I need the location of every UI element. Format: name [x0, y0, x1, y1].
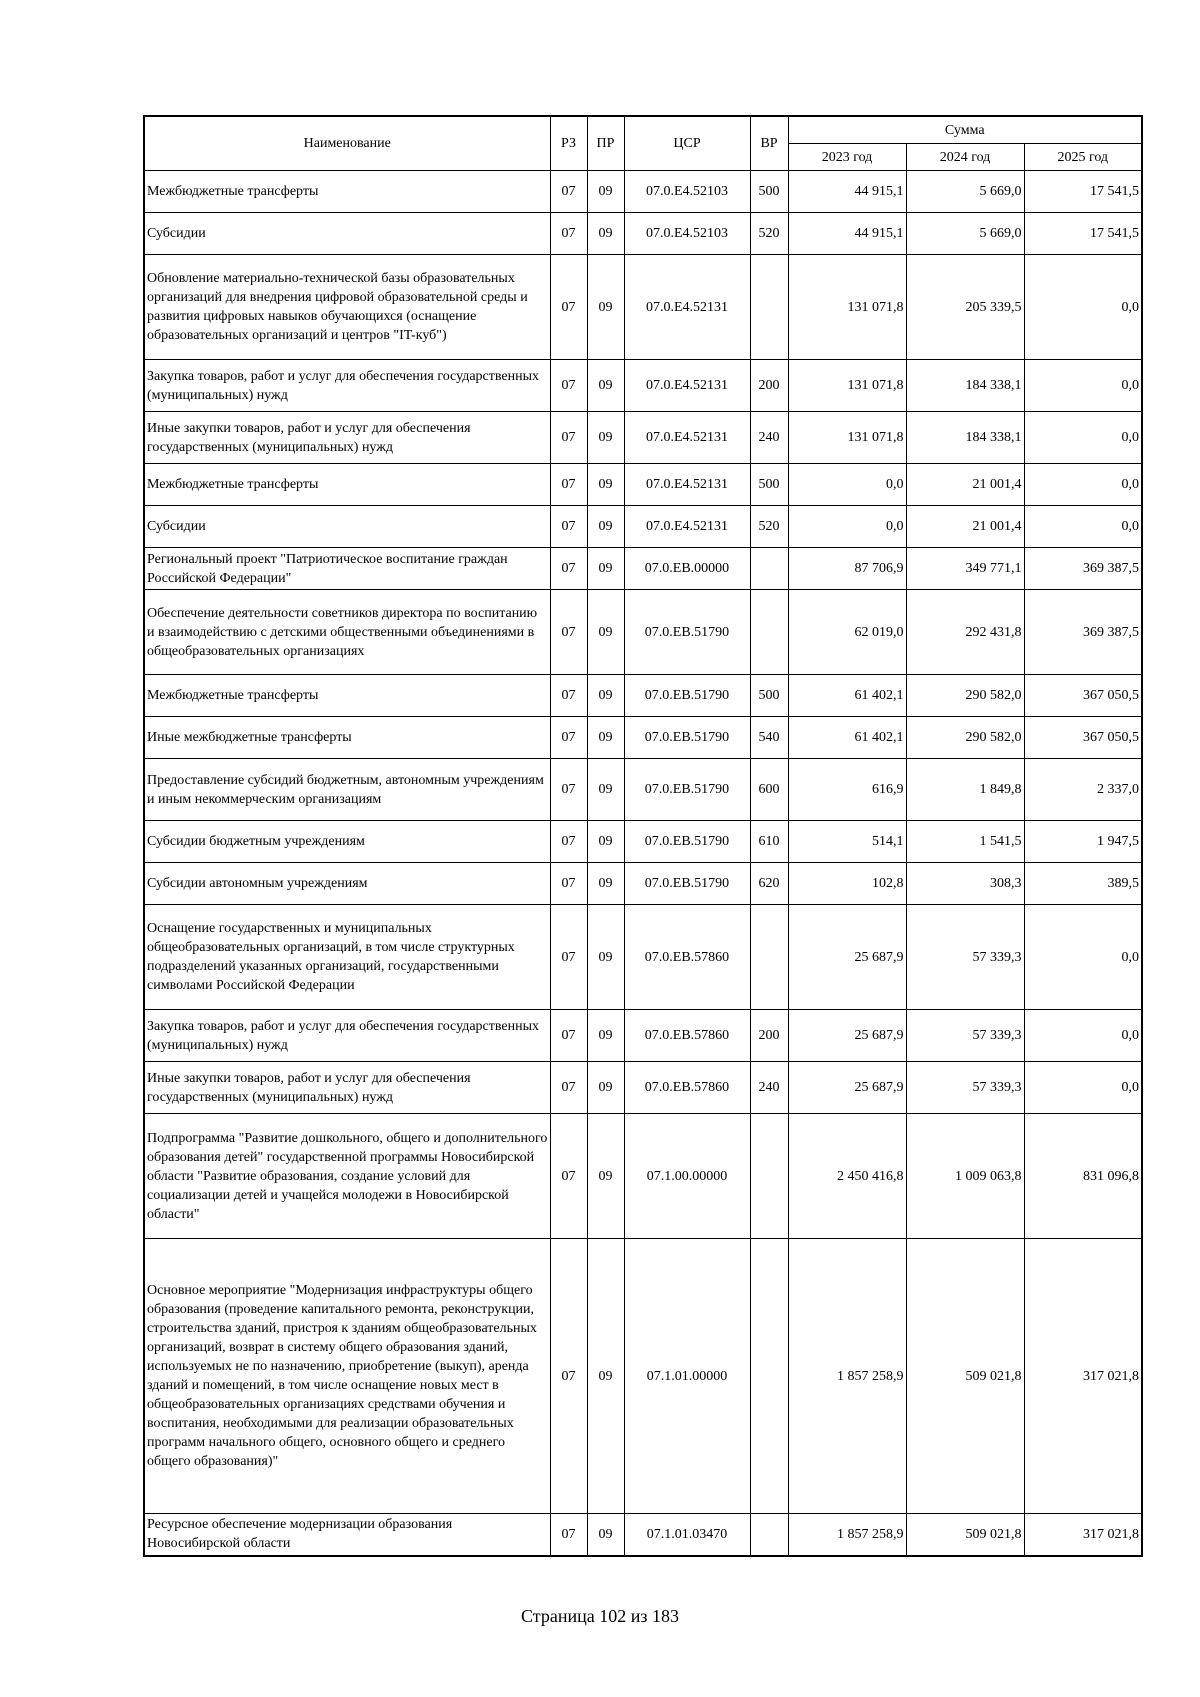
header-name: Наименование — [144, 116, 550, 171]
cell-csr: 07.0.EB.51790 — [624, 759, 750, 821]
cell-csr: 07.0.EB.00000 — [624, 548, 750, 590]
cell-amount-2023: 2 450 416,8 — [788, 1114, 906, 1239]
cell-name: Обеспечение деятельности советников директора по воспитанию и взаимодействию с детскими общественными объединениями в общеобразовательных организациях — [144, 590, 550, 675]
header-csr: ЦСР — [624, 116, 750, 171]
cell-amount-2023: 131 071,8 — [788, 360, 906, 412]
cell-csr: 07.0.E4.52131 — [624, 464, 750, 506]
header-vr: ВР — [750, 116, 788, 171]
cell-amount-2023: 0,0 — [788, 506, 906, 548]
cell-vr: 500 — [750, 171, 788, 213]
cell-vr: 200 — [750, 1010, 788, 1062]
cell-pr: 09 — [587, 863, 624, 905]
cell-amount-2024: 290 582,0 — [906, 675, 1024, 717]
cell-amount-2025: 1 947,5 — [1024, 821, 1142, 863]
cell-rz: 07 — [550, 759, 587, 821]
cell-amount-2024: 184 338,1 — [906, 412, 1024, 464]
cell-pr: 09 — [587, 675, 624, 717]
cell-amount-2023: 131 071,8 — [788, 412, 906, 464]
table-row — [144, 1114, 1142, 1239]
cell-pr: 09 — [587, 590, 624, 675]
cell-rz: 07 — [550, 1514, 587, 1556]
cell-amount-2025: 369 387,5 — [1024, 590, 1142, 675]
cell-amount-2023: 25 687,9 — [788, 1010, 906, 1062]
cell-amount-2025: 389,5 — [1024, 863, 1142, 905]
cell-amount-2023: 131 071,8 — [788, 255, 906, 360]
cell-name: Региональный проект "Патриотическое воспитание граждан Российской Федерации" — [144, 548, 550, 590]
cell-csr: 07.0.EB.51790 — [624, 821, 750, 863]
cell-amount-2023: 44 915,1 — [788, 171, 906, 213]
cell-name: Межбюджетные трансферты — [144, 675, 550, 717]
cell-pr: 09 — [587, 360, 624, 412]
cell-csr: 07.0.EB.51790 — [624, 675, 750, 717]
table-row — [144, 255, 1142, 360]
cell-csr: 07.0.E4.52131 — [624, 412, 750, 464]
cell-amount-2024: 57 339,3 — [906, 1010, 1024, 1062]
cell-amount-2025: 0,0 — [1024, 1062, 1142, 1114]
header-year-2023: 2023 год — [788, 144, 906, 171]
cell-amount-2025: 0,0 — [1024, 905, 1142, 1010]
cell-amount-2023: 87 706,9 — [788, 548, 906, 590]
cell-rz: 07 — [550, 360, 587, 412]
header-year-2024: 2024 год — [906, 144, 1024, 171]
cell-rz: 07 — [550, 717, 587, 759]
cell-name: Подпрограмма "Развитие дошкольного, общего и дополнительного образования детей" государственной программы Новосибирской области "Развитие образования, создание условий для социализации детей и учащейся молодежи в Новосибирской области" — [144, 1114, 550, 1239]
cell-amount-2023: 25 687,9 — [788, 905, 906, 1010]
cell-csr: 07.0.E4.52131 — [624, 506, 750, 548]
cell-pr: 09 — [587, 759, 624, 821]
table-row — [144, 1239, 1142, 1514]
cell-name: Субсидии — [144, 506, 550, 548]
cell-amount-2023: 1 857 258,9 — [788, 1514, 906, 1556]
table-row — [144, 360, 1142, 412]
cell-vr — [750, 590, 788, 675]
cell-amount-2024: 21 001,4 — [906, 464, 1024, 506]
cell-amount-2024: 57 339,3 — [906, 1062, 1024, 1114]
cell-pr: 09 — [587, 717, 624, 759]
table-row — [144, 213, 1142, 255]
cell-amount-2024: 509 021,8 — [906, 1239, 1024, 1514]
table-row — [144, 1010, 1142, 1062]
cell-amount-2024: 5 669,0 — [906, 171, 1024, 213]
cell-vr — [750, 905, 788, 1010]
cell-rz: 07 — [550, 213, 587, 255]
header-year-2025: 2025 год — [1024, 144, 1142, 171]
cell-rz: 07 — [550, 590, 587, 675]
cell-vr: 620 — [750, 863, 788, 905]
cell-pr: 09 — [587, 171, 624, 213]
cell-vr: 240 — [750, 1062, 788, 1114]
cell-amount-2025: 0,0 — [1024, 1010, 1142, 1062]
cell-name: Межбюджетные трансферты — [144, 464, 550, 506]
table-row — [144, 717, 1142, 759]
cell-name: Иные закупки товаров, работ и услуг для обеспечения государственных (муниципальных) нужд — [144, 1062, 550, 1114]
cell-pr: 09 — [587, 1062, 624, 1114]
cell-amount-2025: 17 541,5 — [1024, 213, 1142, 255]
table-row — [144, 506, 1142, 548]
budget-table — [143, 115, 1143, 1557]
cell-name: Закупка товаров, работ и услуг для обеспечения государственных (муниципальных) нужд — [144, 1010, 550, 1062]
cell-amount-2025: 17 541,5 — [1024, 171, 1142, 213]
cell-amount-2025: 0,0 — [1024, 464, 1142, 506]
cell-vr: 610 — [750, 821, 788, 863]
cell-amount-2023: 25 687,9 — [788, 1062, 906, 1114]
cell-vr — [750, 1514, 788, 1556]
table-row — [144, 821, 1142, 863]
cell-pr: 09 — [587, 905, 624, 1010]
cell-amount-2025: 367 050,5 — [1024, 717, 1142, 759]
cell-name: Закупка товаров, работ и услуг для обеспечения государственных (муниципальных) нужд — [144, 360, 550, 412]
table-row — [144, 548, 1142, 590]
cell-pr: 09 — [587, 1010, 624, 1062]
cell-amount-2023: 44 915,1 — [788, 213, 906, 255]
cell-amount-2024: 1 849,8 — [906, 759, 1024, 821]
cell-vr: 540 — [750, 717, 788, 759]
cell-amount-2025: 0,0 — [1024, 360, 1142, 412]
cell-amount-2025: 367 050,5 — [1024, 675, 1142, 717]
header-sum: Сумма — [788, 116, 1142, 144]
cell-amount-2023: 102,8 — [788, 863, 906, 905]
cell-pr: 09 — [587, 255, 624, 360]
cell-name: Иные межбюджетные трансферты — [144, 717, 550, 759]
table-row — [144, 590, 1142, 675]
cell-pr: 09 — [587, 464, 624, 506]
table-row — [144, 1062, 1142, 1114]
cell-vr: 520 — [750, 213, 788, 255]
cell-amount-2024: 1 541,5 — [906, 821, 1024, 863]
cell-csr: 07.0.E4.52131 — [624, 360, 750, 412]
cell-rz: 07 — [550, 171, 587, 213]
cell-amount-2023: 514,1 — [788, 821, 906, 863]
cell-amount-2024: 349 771,1 — [906, 548, 1024, 590]
cell-amount-2024: 57 339,3 — [906, 905, 1024, 1010]
cell-amount-2024: 5 669,0 — [906, 213, 1024, 255]
cell-csr: 07.0.EB.57860 — [624, 905, 750, 1010]
cell-rz: 07 — [550, 863, 587, 905]
table-row — [144, 464, 1142, 506]
cell-csr: 07.0.EB.51790 — [624, 590, 750, 675]
table-header — [144, 116, 1142, 171]
table-row — [144, 759, 1142, 821]
cell-csr: 07.1.01.00000 — [624, 1239, 750, 1514]
cell-pr: 09 — [587, 821, 624, 863]
cell-vr: 240 — [750, 412, 788, 464]
cell-amount-2025: 317 021,8 — [1024, 1514, 1142, 1556]
cell-amount-2023: 0,0 — [788, 464, 906, 506]
cell-amount-2023: 1 857 258,9 — [788, 1239, 906, 1514]
cell-amount-2025: 2 337,0 — [1024, 759, 1142, 821]
table-row — [144, 171, 1142, 213]
cell-vr: 600 — [750, 759, 788, 821]
cell-pr: 09 — [587, 1114, 624, 1239]
header-pr: ПР — [587, 116, 624, 171]
cell-name: Обновление материально-технической базы образовательных организаций для внедрения цифровой образовательной среды и развития цифровых навыков обучающихся (оснащение образовательных организаций и центров "IT-куб") — [144, 255, 550, 360]
cell-vr: 500 — [750, 464, 788, 506]
cell-amount-2024: 1 009 063,8 — [906, 1114, 1024, 1239]
cell-vr — [750, 1114, 788, 1239]
cell-csr: 07.0.EB.51790 — [624, 863, 750, 905]
cell-amount-2024: 205 339,5 — [906, 255, 1024, 360]
cell-vr: 520 — [750, 506, 788, 548]
cell-rz: 07 — [550, 1114, 587, 1239]
table-row — [144, 1514, 1142, 1556]
page-number: Страница 102 из 183 — [521, 1606, 679, 1626]
cell-rz: 07 — [550, 506, 587, 548]
cell-csr: 07.0.E4.52131 — [624, 255, 750, 360]
cell-csr: 07.0.E4.52103 — [624, 213, 750, 255]
cell-name: Основное мероприятие "Модернизация инфраструктуры общего образования (проведение капитального ремонта, реконструкции, строительства зданий, пристроя к зданиям общеобразовательных организаций, возврат в систему общего образования зданий, используемых не по назначению, приобретение (выкуп), аренда зданий и помещений, в том числе оснащение новых мест в общеобразовательных организациях средствами обучения и воспитания, необходимыми для реализации образовательных программ начального общего, основного общего и среднего общего образования)" — [144, 1239, 550, 1514]
cell-csr: 07.0.EB.57860 — [624, 1010, 750, 1062]
cell-amount-2025: 0,0 — [1024, 412, 1142, 464]
cell-name: Иные закупки товаров, работ и услуг для обеспечения государственных (муниципальных) нужд — [144, 412, 550, 464]
cell-amount-2024: 21 001,4 — [906, 506, 1024, 548]
cell-csr: 07.0.E4.52103 — [624, 171, 750, 213]
cell-rz: 07 — [550, 548, 587, 590]
cell-amount-2025: 831 096,8 — [1024, 1114, 1142, 1239]
header-rz: РЗ — [550, 116, 587, 171]
cell-rz: 07 — [550, 1062, 587, 1114]
cell-rz: 07 — [550, 412, 587, 464]
cell-amount-2024: 290 582,0 — [906, 717, 1024, 759]
table-row — [144, 675, 1142, 717]
cell-csr: 07.0.EB.57860 — [624, 1062, 750, 1114]
cell-vr: 200 — [750, 360, 788, 412]
cell-amount-2023: 616,9 — [788, 759, 906, 821]
cell-amount-2024: 509 021,8 — [906, 1514, 1024, 1556]
cell-vr — [750, 548, 788, 590]
cell-rz: 07 — [550, 255, 587, 360]
table-row — [144, 863, 1142, 905]
table-body — [144, 171, 1142, 1556]
cell-amount-2024: 184 338,1 — [906, 360, 1024, 412]
cell-pr: 09 — [587, 1514, 624, 1556]
cell-amount-2024: 292 431,8 — [906, 590, 1024, 675]
cell-csr: 07.1.00.00000 — [624, 1114, 750, 1239]
cell-rz: 07 — [550, 905, 587, 1010]
cell-pr: 09 — [587, 213, 624, 255]
table-row — [144, 905, 1142, 1010]
cell-name: Оснащение государственных и муниципальных общеобразовательных организаций, в том числе структурных подразделений указанных организаций, государственными символами Российской Федерации — [144, 905, 550, 1010]
cell-rz: 07 — [550, 1239, 587, 1514]
cell-amount-2023: 62 019,0 — [788, 590, 906, 675]
cell-amount-2023: 61 402,1 — [788, 675, 906, 717]
cell-vr — [750, 1239, 788, 1514]
cell-rz: 07 — [550, 464, 587, 506]
cell-name: Субсидии — [144, 213, 550, 255]
cell-amount-2025: 317 021,8 — [1024, 1239, 1142, 1514]
cell-amount-2025: 0,0 — [1024, 255, 1142, 360]
cell-name: Субсидии автономным учреждениям — [144, 863, 550, 905]
cell-pr: 09 — [587, 506, 624, 548]
cell-name: Межбюджетные трансферты — [144, 171, 550, 213]
cell-amount-2025: 369 387,5 — [1024, 548, 1142, 590]
table-row — [144, 412, 1142, 464]
cell-rz: 07 — [550, 821, 587, 863]
cell-rz: 07 — [550, 675, 587, 717]
cell-name: Предоставление субсидий бюджетным, автономным учреждениям и иным некоммерческим организациям — [144, 759, 550, 821]
cell-pr: 09 — [587, 548, 624, 590]
cell-amount-2025: 0,0 — [1024, 506, 1142, 548]
cell-vr — [750, 255, 788, 360]
cell-pr: 09 — [587, 412, 624, 464]
cell-name: Ресурсное обеспечение модернизации образования Новосибирской области — [144, 1514, 550, 1556]
cell-vr: 500 — [750, 675, 788, 717]
cell-amount-2024: 308,3 — [906, 863, 1024, 905]
cell-csr: 07.1.01.03470 — [624, 1514, 750, 1556]
cell-rz: 07 — [550, 1010, 587, 1062]
cell-csr: 07.0.EB.51790 — [624, 717, 750, 759]
cell-name: Субсидии бюджетным учреждениям — [144, 821, 550, 863]
cell-amount-2023: 61 402,1 — [788, 717, 906, 759]
cell-pr: 09 — [587, 1239, 624, 1514]
